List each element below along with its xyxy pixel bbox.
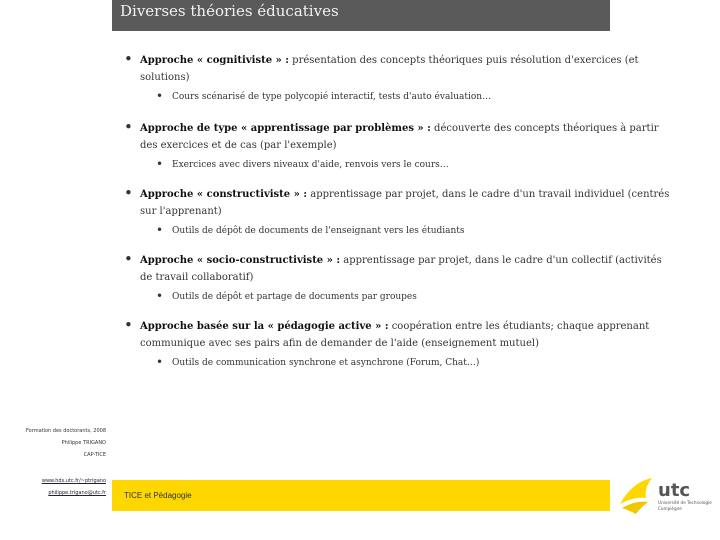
bullet-level2 bbox=[124, 224, 672, 238]
approach-description: présentation des concepts théoriques puis résolution d'exercices (et solutions) bbox=[140, 55, 639, 83]
bullet-icon: • bbox=[124, 316, 133, 334]
bullet-level1 bbox=[124, 318, 672, 352]
sidebar-email-link[interactable]: philippe.trigano@utc.fr bbox=[48, 490, 106, 496]
bullet-icon: • bbox=[124, 118, 133, 136]
utc-logo bbox=[618, 474, 712, 516]
sidebar-unit: CAP-TICE bbox=[83, 452, 106, 458]
approach-heading: Approche « cognitiviste » : bbox=[140, 55, 289, 66]
bullet-icon: • bbox=[124, 50, 133, 68]
approach-tool: Outils de dépôt et partage de documents par groupes bbox=[172, 292, 417, 302]
bullet-level2 bbox=[124, 356, 672, 370]
approach-heading: Approche « socio-constructiviste » : bbox=[140, 255, 341, 266]
approach-description: découverte des concepts théoriques à partir des exercices et de cas (par l'exemple) bbox=[140, 123, 659, 151]
list-item bbox=[124, 186, 672, 238]
slide-title: Diverses théories éducatives bbox=[120, 2, 339, 20]
bullet-level1 bbox=[124, 252, 672, 286]
bullet-level2 bbox=[124, 290, 672, 304]
footer-title: TICE et Pédagogie bbox=[124, 491, 192, 500]
bullet-icon: • bbox=[156, 223, 164, 237]
approach-heading: Approche basée sur la « pédagogie active » : bbox=[140, 321, 389, 332]
approach-description: apprentissage par projet, dans le cadre d'un travail individuel (centrés sur l'apprenant) bbox=[140, 189, 670, 217]
list-item bbox=[124, 318, 672, 370]
list-item bbox=[124, 252, 672, 304]
bullet-icon: • bbox=[124, 184, 133, 202]
sidebar-author: Philippe TRIGANO bbox=[61, 440, 106, 446]
logo-tagline-2: Compiègne bbox=[658, 506, 682, 511]
footer-bar bbox=[112, 480, 610, 511]
bullet-level2 bbox=[124, 90, 672, 104]
approach-description: coopération entre les étudiants; chaque apprenant communique avec ses pairs afin de demander de l'aide (enseignement mutuel) bbox=[140, 321, 650, 349]
list-item bbox=[124, 120, 672, 172]
bullet-icon: • bbox=[156, 89, 164, 103]
sidebar-website-link[interactable]: www.hds.utc.fr/~ptrigano bbox=[41, 478, 106, 484]
approach-tool: Outils de communication synchrone et asynchrone (Forum, Chat…) bbox=[172, 358, 480, 368]
sidebar-course-name: Formation des doctorants, 2008 bbox=[25, 428, 106, 434]
bullet-icon: • bbox=[156, 289, 164, 303]
approach-description: apprentissage par projet, dans le cadre d'un collectif (activités de travail collaboratif) bbox=[140, 255, 662, 283]
slide-content bbox=[124, 52, 672, 370]
bullet-icon: • bbox=[156, 157, 164, 171]
approach-heading: Approche « constructiviste » : bbox=[140, 189, 308, 200]
bullet-level1 bbox=[124, 120, 672, 154]
logo-brand: utc bbox=[658, 480, 691, 501]
logo-tagline-1: Université de Technologie bbox=[658, 500, 712, 505]
bullet-level2 bbox=[124, 158, 672, 172]
approach-tool: Cours scénarisé de type polycopié interactif, tests d'auto évaluation… bbox=[172, 92, 492, 102]
utc-logo-icon bbox=[618, 474, 712, 516]
approach-tool: Exercices avec divers niveaux d'aide, renvois vers le cours… bbox=[172, 160, 449, 170]
slide-title-bar bbox=[112, 0, 610, 31]
approach-tool: Outils de dépôt de documents de l'enseignant vers les étudiants bbox=[172, 226, 465, 236]
bullet-icon: • bbox=[156, 355, 164, 369]
bullet-level1 bbox=[124, 186, 672, 220]
bullet-level1 bbox=[124, 52, 672, 86]
bullet-icon: • bbox=[124, 250, 133, 268]
approach-heading: Approche de type « apprentissage par problèmes » : bbox=[140, 123, 431, 134]
list-item bbox=[124, 52, 672, 104]
